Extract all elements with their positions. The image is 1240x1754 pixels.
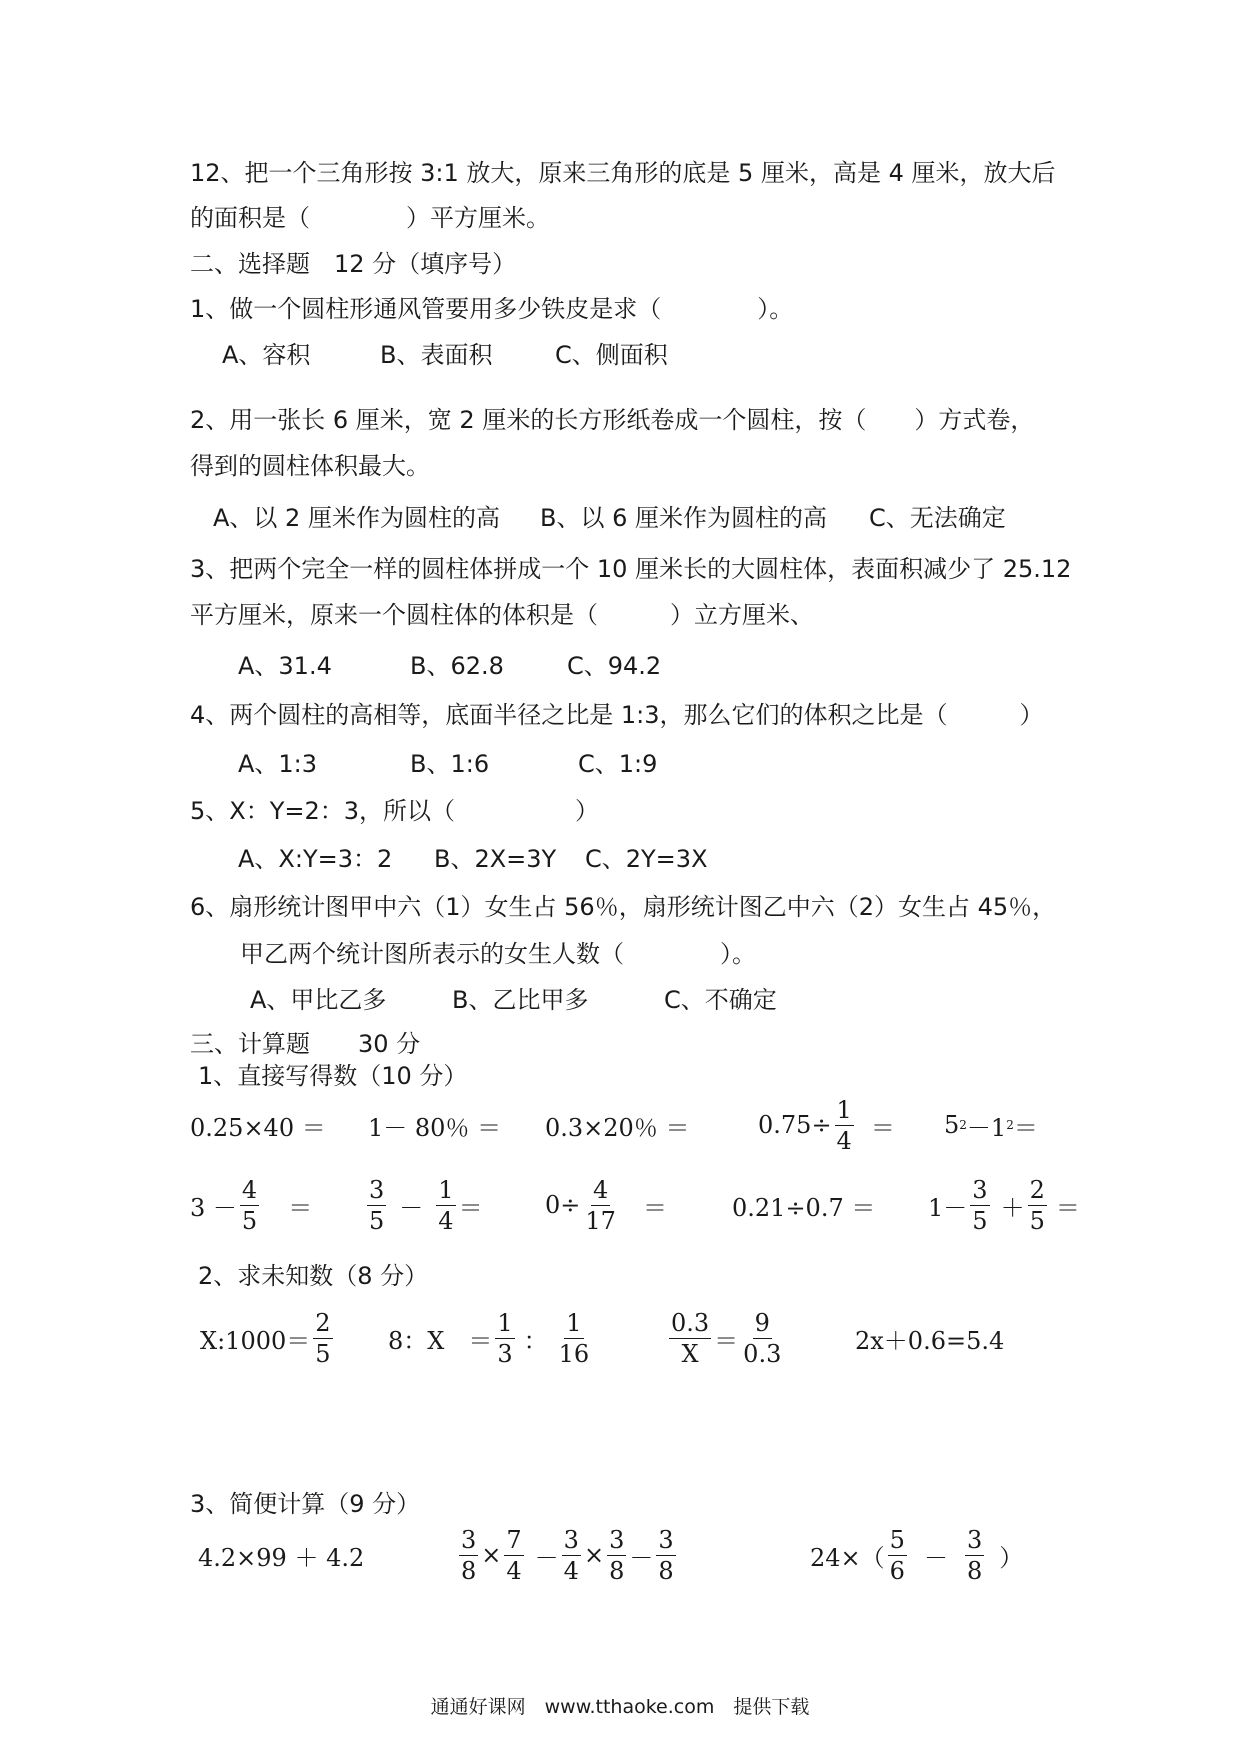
fraction: $\frac{3}{5}$ (369, 1175, 385, 1235)
s2-q6-line2: 甲乙两个统计图所表示的女生人数（ ）。 (240, 940, 756, 968)
s2-q6-option-b: B、乙比甲多 (452, 986, 589, 1014)
calc-r1-e1: 0.25×40 ＝ (190, 1113, 326, 1142)
solve-e1: X:1000＝ $\frac{2}{5}$ (200, 1308, 331, 1368)
calc-r1-e2: 1－ 80％ ＝ (368, 1113, 502, 1142)
calc-r2-e4: 0.21÷0.7 ＝ (732, 1193, 876, 1222)
s2-q3-option-a: A、31.4 (238, 652, 332, 680)
s2-q3-option-c: C、94.2 (567, 652, 662, 680)
calc-r2-e2: $\frac{3}{5}$ － $\frac{1}{4}$ ＝ (369, 1175, 483, 1235)
s2-q1-option-a: A、容积 (222, 341, 311, 369)
fraction: $\frac{7}{4}$ (506, 1525, 522, 1585)
s2-q5-option-c: C、2Y=3X (585, 845, 708, 873)
solve-e3: $\frac{0.3}{X}$ ＝ $\frac{9}{0.3}$ (671, 1308, 782, 1368)
fraction: $\frac{3}{8}$ (966, 1525, 983, 1585)
fraction: $\frac{4}{17}$ (585, 1175, 616, 1235)
s2-q2-line1: 2、用一张长 6 厘米，宽 2 厘米的长方形纸卷成一个圆柱，按（ ）方式卷， (190, 406, 1035, 434)
s3-part2-title: 2、求未知数（8 分） (198, 1262, 429, 1290)
s2-q4-option-c: C、1:9 (578, 750, 658, 778)
calc-r1-e3: 0.3×20％ ＝ (545, 1113, 690, 1142)
fraction: $\frac{1}{16}$ (558, 1308, 590, 1368)
fraction: $\frac{9}{0.3}$ (743, 1308, 782, 1368)
s2-q2-option-c: C、无法确定 (869, 504, 1006, 532)
fraction: $\frac{3}{5}$ (972, 1175, 988, 1235)
fraction: $\frac{2}{5}$ (315, 1308, 331, 1368)
s2-q5-option-a: A、X:Y=3：2 (238, 845, 393, 873)
fraction: $\frac{1}{3}$ (497, 1308, 513, 1368)
s2-q2-line2: 得到的圆柱体积最大。 (190, 452, 430, 480)
s2-q3-line1: 3、把两个完全一样的圆柱体拼成一个 10 厘米长的大圆柱体，表面积减少了 25.12 (190, 555, 1072, 583)
calc-r2-e5: 1－ $\frac{3}{5}$ ＋ $\frac{2}{5}$ ＝ (928, 1175, 1080, 1235)
fraction: $\frac{3}{4}$ (563, 1525, 579, 1585)
s2-q2-option-b: B、以 6 厘米作为圆柱的高 (540, 504, 827, 532)
s2-q6-line1: 6、扇形统计图甲中六（1）女生占 56％，扇形统计图乙中六（2）女生占 45％， (190, 893, 1057, 921)
simplify-e2: $\frac{3}{8}$ × $\frac{7}{4}$ － $\frac{3}{4}$ × $\frac{3}{8}$ － $\frac{3}{8}$ (461, 1525, 674, 1585)
fraction: $\frac{5}{6}$ (889, 1525, 905, 1585)
calc-r1-e4: 0.75÷ $\frac{1}{4}$ ＝ (758, 1095, 895, 1155)
section2-title: 二、选择题 12 分（填序号） (190, 250, 517, 278)
s2-q4-option-a: A、1:3 (238, 750, 318, 778)
fraction: $\frac{3}{8}$ (609, 1525, 625, 1585)
q12-line2: 的面积是（ ）平方厘米。 (190, 204, 550, 232)
s3-part3-title: 3、简便计算（9 分） (190, 1490, 421, 1518)
solve-e4: 2x＋0.6=5.4 (855, 1326, 1005, 1355)
s2-q5-text: 5、X：Y=2：3，所以（ ） (190, 797, 600, 825)
section3-title: 三、计算题 30 分 (190, 1030, 421, 1058)
s2-q1-text: 1、做一个圆柱形通风管要用多少铁皮是求（ ）。 (190, 295, 794, 323)
calc-r1-e5: 5 2 －1 2 ＝ (944, 1111, 1038, 1142)
s3-part1-title: 1、直接写得数（10 分） (198, 1062, 468, 1090)
s2-q4-text: 4、两个圆柱的高相等，底面半径之比是 1:3，那么它们的体积之比是（ ） (190, 701, 1044, 729)
footer-download-note: 通通好课网 www.tthaoke.com 提供下载 (430, 1696, 810, 1718)
s2-q6-option-c: C、不确定 (664, 986, 777, 1014)
s2-q4-option-b: B、1:6 (410, 750, 490, 778)
fraction: $\frac{3}{8}$ (658, 1525, 674, 1585)
s2-q3-option-b: B、62.8 (410, 652, 504, 680)
calc-r2-e1: 3 － $\frac{4}{5}$ ＝ (190, 1175, 313, 1235)
simplify-e3: 24×（ $\frac{5}{6}$ － $\frac{3}{8}$ ） (810, 1525, 1024, 1585)
s2-q3-line2: 平方厘米，原来一个圆柱体的体积是（ ）立方厘米、 (190, 601, 814, 629)
fraction: $\frac{4}{5}$ (241, 1175, 258, 1235)
fraction: $\frac{2}{5}$ (1029, 1175, 1045, 1235)
s2-q6-option-a: A、甲比乙多 (250, 986, 387, 1014)
solve-e2: 8：X ＝ $\frac{1}{3}$ ： $\frac{1}{16}$ (388, 1308, 590, 1368)
fraction: $\frac{1}{4}$ (438, 1175, 454, 1235)
s2-q5-option-b: B、2X=3Y (434, 845, 557, 873)
fraction: $\frac{3}{8}$ (461, 1525, 477, 1585)
q12-line1: 12、把一个三角形按 3:1 放大，原来三角形的底是 5 厘米，高是 4 厘米，放大后 (190, 159, 1056, 187)
s2-q1-option-b: B、表面积 (380, 341, 493, 369)
fraction: $\frac{0.3}{X}$ (671, 1308, 710, 1368)
s2-q2-option-a: A、以 2 厘米作为圆柱的高 (213, 504, 500, 532)
simplify-e1: 4.2×99 ＋ 4.2 (198, 1543, 365, 1572)
s2-q1-option-c: C、侧面积 (555, 341, 668, 369)
fraction: $\frac{1}{4}$ (836, 1095, 852, 1155)
calc-r2-e3: 0÷ $\frac{4}{17}$ ＝ (545, 1175, 667, 1235)
